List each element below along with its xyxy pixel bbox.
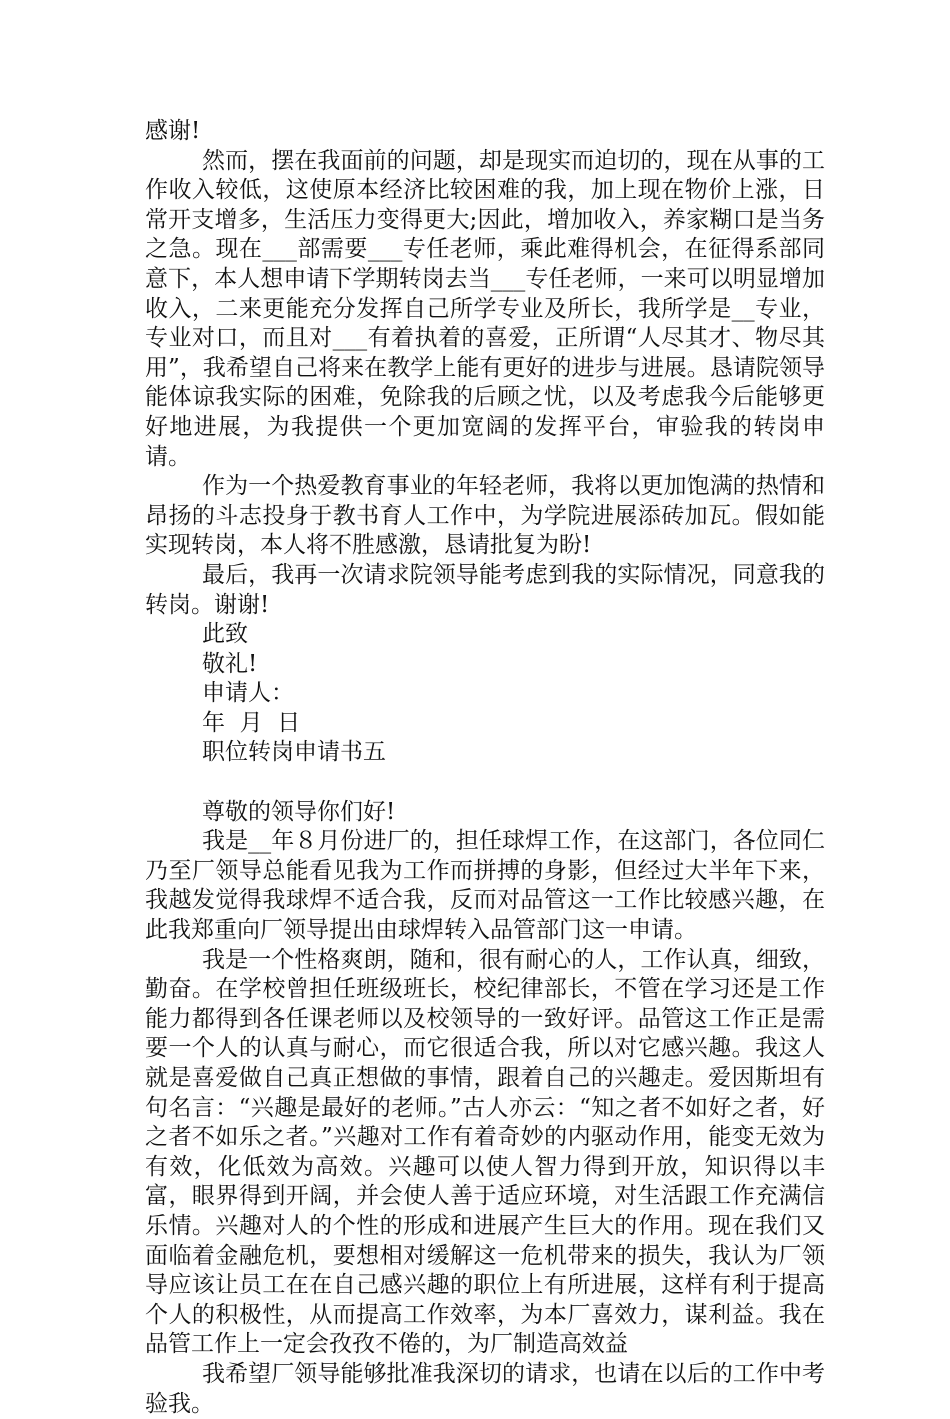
date-line: 年 月 日 xyxy=(202,709,301,736)
letter2-paragraph-intro: 我是__年８月份进厂的，担任球焊工作，在这部门，各位同仁乃至厂领导总能看见我为工作而拼搏的身影，但经过大半年下来，我越发觉得我球焊不适合我，反而对品管这一工作比较感兴趣，在此我郑重向厂领导提出由球焊转入品管部门这一申请。 xyxy=(145,828,825,944)
letter2-paragraph-closing: 我希望厂领导能够批准我深切的请求，也请在以后的工作中考验我。 xyxy=(145,1360,825,1417)
closing-ci-zhi: 此致 xyxy=(202,621,248,648)
paragraph-thanks: 感谢! xyxy=(145,118,201,144)
paragraph-problem: 然而，摆在我面前的问题，却是现实而迫切的，现在从事的工作收入较低，这使原本经济比较困难的我，加上现在物价上涨，日常开支增多，生活压力变得更大;因此，增加收入，养家糊口是当务之急。现在___部需要___专任老师，乘此难得机会，在征得系部同意下，本人想申请下学期转岗去当___专任老师，一来可以明显增加收入，二来更能充分发挥自己所学专业及所长，我所学是__专业，专业对口，而且对___有着执着的喜爱，正所谓“人尽其才、物尽其用”，我希望自己将来在教学上能有更好的进步与进展。恳请院领导能体谅我实际的困难，免除我的后顾之忧，以及考虑我今后能够更好地进展，为我提供一个更加宽阔的发挥平台，审验我的转岗申请。 xyxy=(145,147,825,470)
paragraph-final-request: 最后，我再一次请求院领导能考虑到我的实际情况，同意我的转岗。谢谢! xyxy=(145,561,825,618)
letter2-paragraph-interest: 我是一个性格爽朗，随和，很有耐心的人，工作认真，细致，勤奋。在学校曾担任班级班长，校纪律部长，不管在学习还是工作能力都得到各任课老师以及校领导的一致好评。品管这工作正是需要一个人的认真与耐心，而它很适合我，所以对它感兴趣。我这人就是喜爱做自己真正想做的事情，跟着自己的兴趣走。爱因斯坦有句名言：“兴趣是最好的老师。”古人亦云：“知之者不如好之者，好之者不如乐之者。”兴趣对工作有着奇妙的内驱动作用，能变无效为有效，化低效为高效。兴趣可以使人智力得到开放，知识得以丰富，眼界得到开阔，并会使人善于适应环境，对生活跟工作充满信乐情。兴趣对人的个性的形成和进展产生巨大的作用。现在我们又面临着金融危机，要想相对缓解这一危机带来的损失，我认为厂领导应该让员工在在自己感兴趣的职位上有所进展，这样有利于提高个人的积极性，从而提高工作效率，为本厂喜效力，谋利益。我在品管工作上一定会孜孜不倦的，为厂制造高效益 xyxy=(145,946,825,1358)
document-page xyxy=(145,117,825,1419)
letter2-greeting: 尊敬的领导你们好! xyxy=(202,798,396,825)
paragraph-commitment: 作为一个热爱教育事业的年轻老师，我将以更加饱满的热情和昂扬的斗志投身于教书育人工作中，为学院进展添砖加瓦。假如能实现转岗，本人将不胜感激，恳请批复为盼! xyxy=(145,473,825,559)
applicant-label: 申请人： xyxy=(202,680,294,707)
section-title: 职位转岗申请书五 xyxy=(202,739,386,766)
closing-jing-li: 敬礼! xyxy=(202,650,258,677)
blank-line xyxy=(145,768,825,798)
